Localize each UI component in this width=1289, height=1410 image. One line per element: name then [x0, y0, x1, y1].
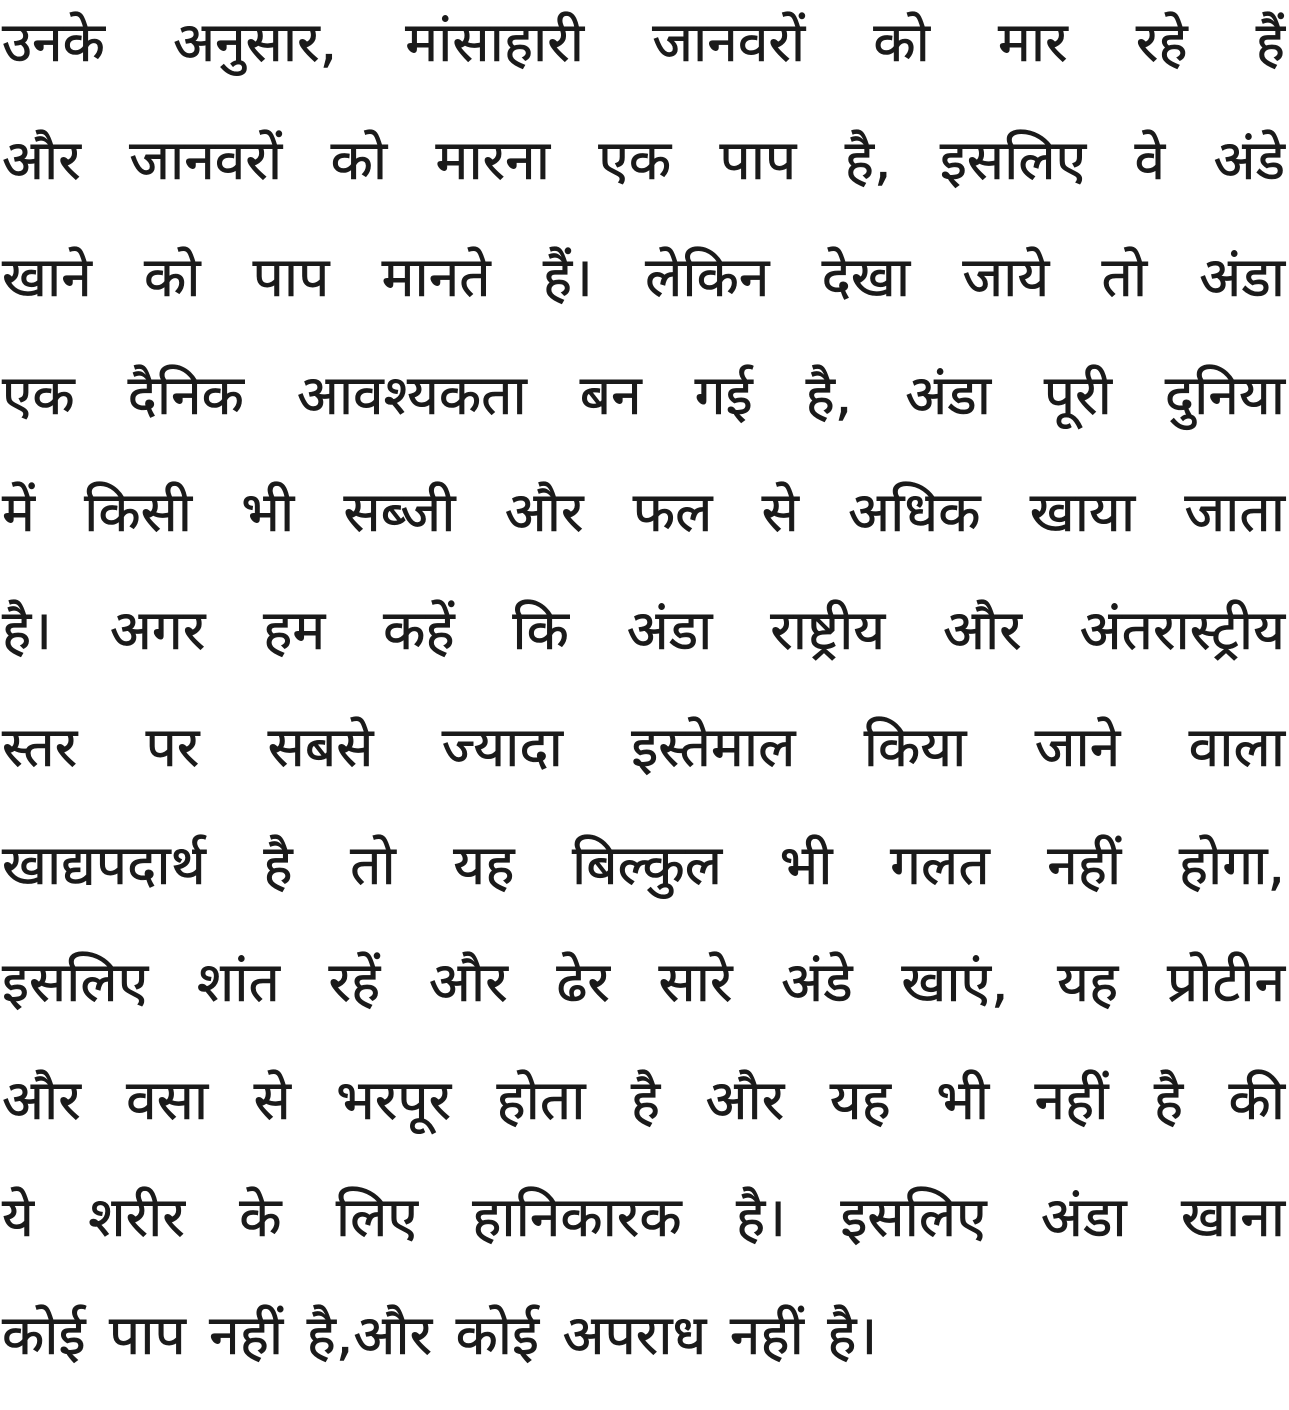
- text-line: इसलिए शांत रहें और ढेर सारे अंडे खाएं, यह प्रोटीन: [2, 940, 1285, 1058]
- text-line: में किसी भी सब्जी और फल से अधिक खाया जाता: [2, 470, 1285, 588]
- text-line: खाने को पाप मानते हैं। लेकिन देखा जाये तो अंडा: [2, 235, 1285, 353]
- text-line: कोई पाप नहीं है,और कोई अपराध नहीं है।: [2, 1293, 1285, 1410]
- text-line: उनके अनुसार, मांसाहारी जानवरों को मार रहे हैं: [2, 0, 1285, 118]
- text-line: और जानवरों को मारना एक पाप है, इसलिए वे अंडे: [2, 118, 1285, 236]
- text-line: ये शरीर के लिए हानिकारक है। इसलिए अंडा खाना: [2, 1175, 1285, 1293]
- text-line: है। अगर हम कहें कि अंडा राष्ट्रीय और अंतरास्ट्रीय: [2, 588, 1285, 706]
- text-line: स्तर पर सबसे ज्यादा इस्तेमाल किया जाने वाला: [2, 705, 1285, 823]
- text-line: एक दैनिक आवश्यकता बन गई है, अंडा पूरी दुनिया: [2, 353, 1285, 471]
- text-line: और वसा से भरपूर होता है और यह भी नहीं है की: [2, 1058, 1285, 1176]
- text-line: खाद्यपदार्थ है तो यह बिल्कुल भी गलत नहीं होगा,: [2, 823, 1285, 941]
